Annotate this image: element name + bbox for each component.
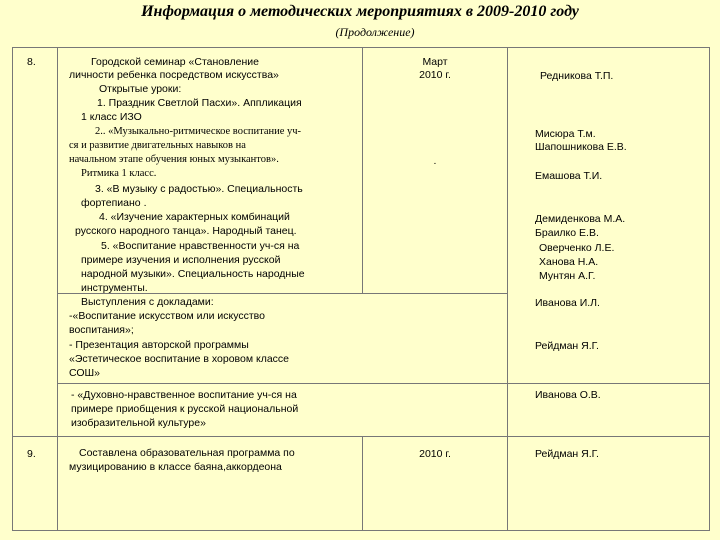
event-line: 4. «Изучение характерных комбинаций: [99, 211, 290, 223]
event-line: личности ребенка посредством искусства»: [69, 69, 279, 81]
person: Шапошникова Е.В.: [535, 141, 627, 153]
page-subtitle: (Продолжение): [335, 25, 415, 39]
event-line: примере изучения и исполнения русской: [81, 254, 281, 266]
person: Рейдман Я.Г.: [535, 448, 599, 460]
spiritual-line: примере приобщения к русской национальной: [71, 403, 299, 415]
event-line: 5. «Воспитание нравственности уч-ся на: [101, 240, 300, 252]
person: Мунтян А.Г.: [539, 270, 596, 282]
event-line: 1 класс ИЗО: [81, 111, 142, 123]
event-line: начальном этапе обучения юных музыкантов».: [69, 154, 279, 165]
report-line: СОШ»: [69, 367, 100, 379]
person: Рейдман Я.Г.: [535, 340, 599, 352]
spiritual-line: - «Духовно-нравственное воспитание уч-ся на: [71, 389, 297, 401]
row-divider-3: [12, 436, 710, 437]
event-line: 3. «В музыку с радостью». Специальность: [95, 183, 303, 195]
person: Демиденкова М.А.: [535, 213, 626, 225]
event-line: Городской семинар «Становление: [91, 56, 259, 68]
person: Браилко Е.В.: [535, 227, 599, 239]
event-line: инструменты.: [81, 282, 148, 294]
report-line: Выступления с докладами:: [81, 296, 214, 308]
event-date: 2010 г.: [419, 448, 451, 460]
row-divider-2: [57, 383, 710, 384]
event-date: Март: [422, 56, 448, 68]
person: Иванова И.Л.: [535, 297, 600, 309]
person: Оверченко Л.Е.: [539, 242, 615, 254]
row-number: 8.: [27, 56, 36, 68]
person: Иванова О.В.: [535, 389, 601, 401]
spiritual-line: изобразительной культуре»: [71, 417, 206, 429]
report-line: - Презентация авторской программы: [69, 339, 249, 351]
program-line: Составлена образовательная программа по: [79, 447, 295, 459]
col-divider-event-2: [362, 436, 363, 531]
event-line: народной музыки». Специальность народные: [81, 268, 305, 280]
program-line: музицированию в классе баяна,аккордеона: [69, 461, 282, 473]
event-line: ся и развитие двигательных навыков на: [69, 140, 246, 151]
person: Ханова Н.А.: [539, 256, 599, 268]
page-title: Информация о методических мероприятиях в 2009-2010 году: [141, 3, 579, 20]
person: Редникова Т.П.: [540, 70, 614, 82]
person: Мисюра Т.м.: [535, 128, 596, 140]
event-line: Открытые уроки:: [99, 83, 182, 95]
event-line: 1. Праздник Светлой Пасхи». Аппликация: [97, 97, 302, 109]
row-number: 9.: [27, 448, 36, 460]
person: Емашова Т.И.: [535, 170, 603, 182]
event-line: фортепиано .: [81, 197, 147, 209]
event-date: 2010 г.: [419, 69, 451, 81]
col-divider-event: [362, 47, 363, 293]
event-line: русского народного танца». Народный танец.: [75, 225, 297, 237]
report-line: воспитания»;: [69, 324, 134, 336]
event-line: Ритмика 1 класс.: [81, 168, 157, 179]
event-date-dot: .: [433, 155, 437, 167]
report-line: «Эстетическое воспитание в хоровом классе: [69, 353, 290, 365]
col-divider-num: [57, 47, 58, 531]
report-line: -«Воспитание искусством или искусство: [69, 310, 265, 322]
col-divider-date: [507, 47, 508, 531]
event-line: 2.. «Музыкально-ритмическое воспитание уч-: [95, 126, 302, 137]
